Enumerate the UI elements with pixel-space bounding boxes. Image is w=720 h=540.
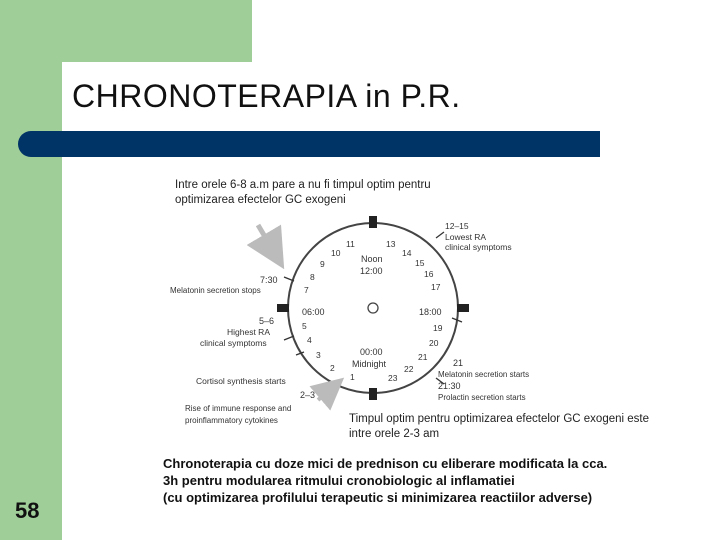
arrow-immune	[318, 388, 332, 400]
main-text	[163, 455, 713, 506]
annot-melatonin-stop: Melatonin secretion stops	[170, 286, 261, 295]
page-number: 58	[15, 498, 40, 523]
marker-noon	[369, 216, 377, 228]
title-underline-bar	[18, 131, 600, 157]
clock-center	[368, 303, 378, 313]
svg-text:14: 14	[402, 248, 412, 258]
svg-text:5: 5	[302, 321, 307, 331]
annot-highest-ra-1: Highest RA	[227, 327, 270, 337]
svg-text:19: 19	[433, 323, 443, 333]
svg-text:21: 21	[418, 352, 428, 362]
svg-text:3: 3	[316, 350, 321, 360]
label-1800: 18:00	[419, 307, 442, 317]
annot-cortisol: Cortisol synthesis starts	[196, 376, 286, 386]
svg-text:9: 9	[320, 259, 325, 269]
svg-text:7: 7	[304, 285, 309, 295]
svg-text:13: 13	[386, 239, 396, 249]
label-midnight: Midnight	[352, 359, 387, 369]
svg-text:15: 15	[415, 258, 425, 268]
note-bottom: Timpul optim pentru optimizarea efectelor GC exogeni este intre orele 2-3 am	[349, 413, 649, 440]
svg-text:23: 23	[388, 373, 398, 383]
label-1200: 12:00	[360, 266, 383, 276]
annot-prolactin: Prolactin secretion starts	[438, 393, 526, 402]
annot-lowest-ra-time: 12–15	[445, 221, 469, 231]
marker-0600	[277, 304, 289, 312]
annot-melatonin-stop-time: 7:30	[260, 275, 278, 285]
svg-text:20: 20	[429, 338, 439, 348]
main-text-line-1: Chronoterapia cu doze mici de prednison cu eliberare modificata la cca.	[163, 456, 608, 471]
label-noon: Noon	[361, 254, 383, 264]
note-top: Intre orele 6-8 a.m pare a nu fi timpul optim pentru optimizarea efectelor GC exogeni	[175, 179, 431, 206]
annot-highest-ra-2: clinical symptoms	[200, 338, 267, 348]
annot-prolactin-time: 21:30	[438, 381, 461, 391]
annot-highest-ra-time: 5–6	[259, 316, 275, 326]
annot-immune-2: proinflammatory cytokines	[185, 416, 278, 425]
svg-text:8: 8	[310, 272, 315, 282]
main-text-line-3: (cu optimizarea profilului terapeutic si minimizarea reactiilor adverse)	[163, 490, 593, 505]
annot-melatonin-start-time: 21	[453, 358, 464, 368]
label-0600: 06:00	[302, 307, 325, 317]
svg-text:17: 17	[431, 282, 441, 292]
arrow-melatonin-stop	[258, 225, 274, 252]
marker-midnight	[369, 388, 377, 400]
svg-text:10: 10	[331, 248, 341, 258]
svg-text:4: 4	[307, 335, 312, 345]
slide-title: CHRONOTERAPIA in P.R.	[72, 78, 461, 114]
circadian-clock-diagram	[160, 205, 540, 435]
annot-immune-1: Rise of immune response and	[185, 404, 292, 413]
svg-text:16: 16	[424, 269, 434, 279]
annot-immune-time: 2–3	[300, 390, 316, 400]
green-side-bar	[0, 0, 62, 540]
svg-text:11: 11	[346, 239, 355, 249]
main-text-line-2: 3h pentru modularea ritmului cronobiologic al inflamatiei	[163, 473, 515, 488]
annot-lowest-ra-2: clinical symptoms	[445, 242, 512, 252]
svg-text:1: 1	[350, 372, 355, 382]
svg-text:22: 22	[404, 364, 414, 374]
annot-melatonin-start: Melatonin secretion starts	[438, 370, 530, 379]
svg-text:2: 2	[330, 363, 335, 373]
marker-1800	[457, 304, 469, 312]
label-0000: 00:00	[360, 347, 383, 357]
annot-lowest-ra-1: Lowest RA	[445, 232, 487, 242]
